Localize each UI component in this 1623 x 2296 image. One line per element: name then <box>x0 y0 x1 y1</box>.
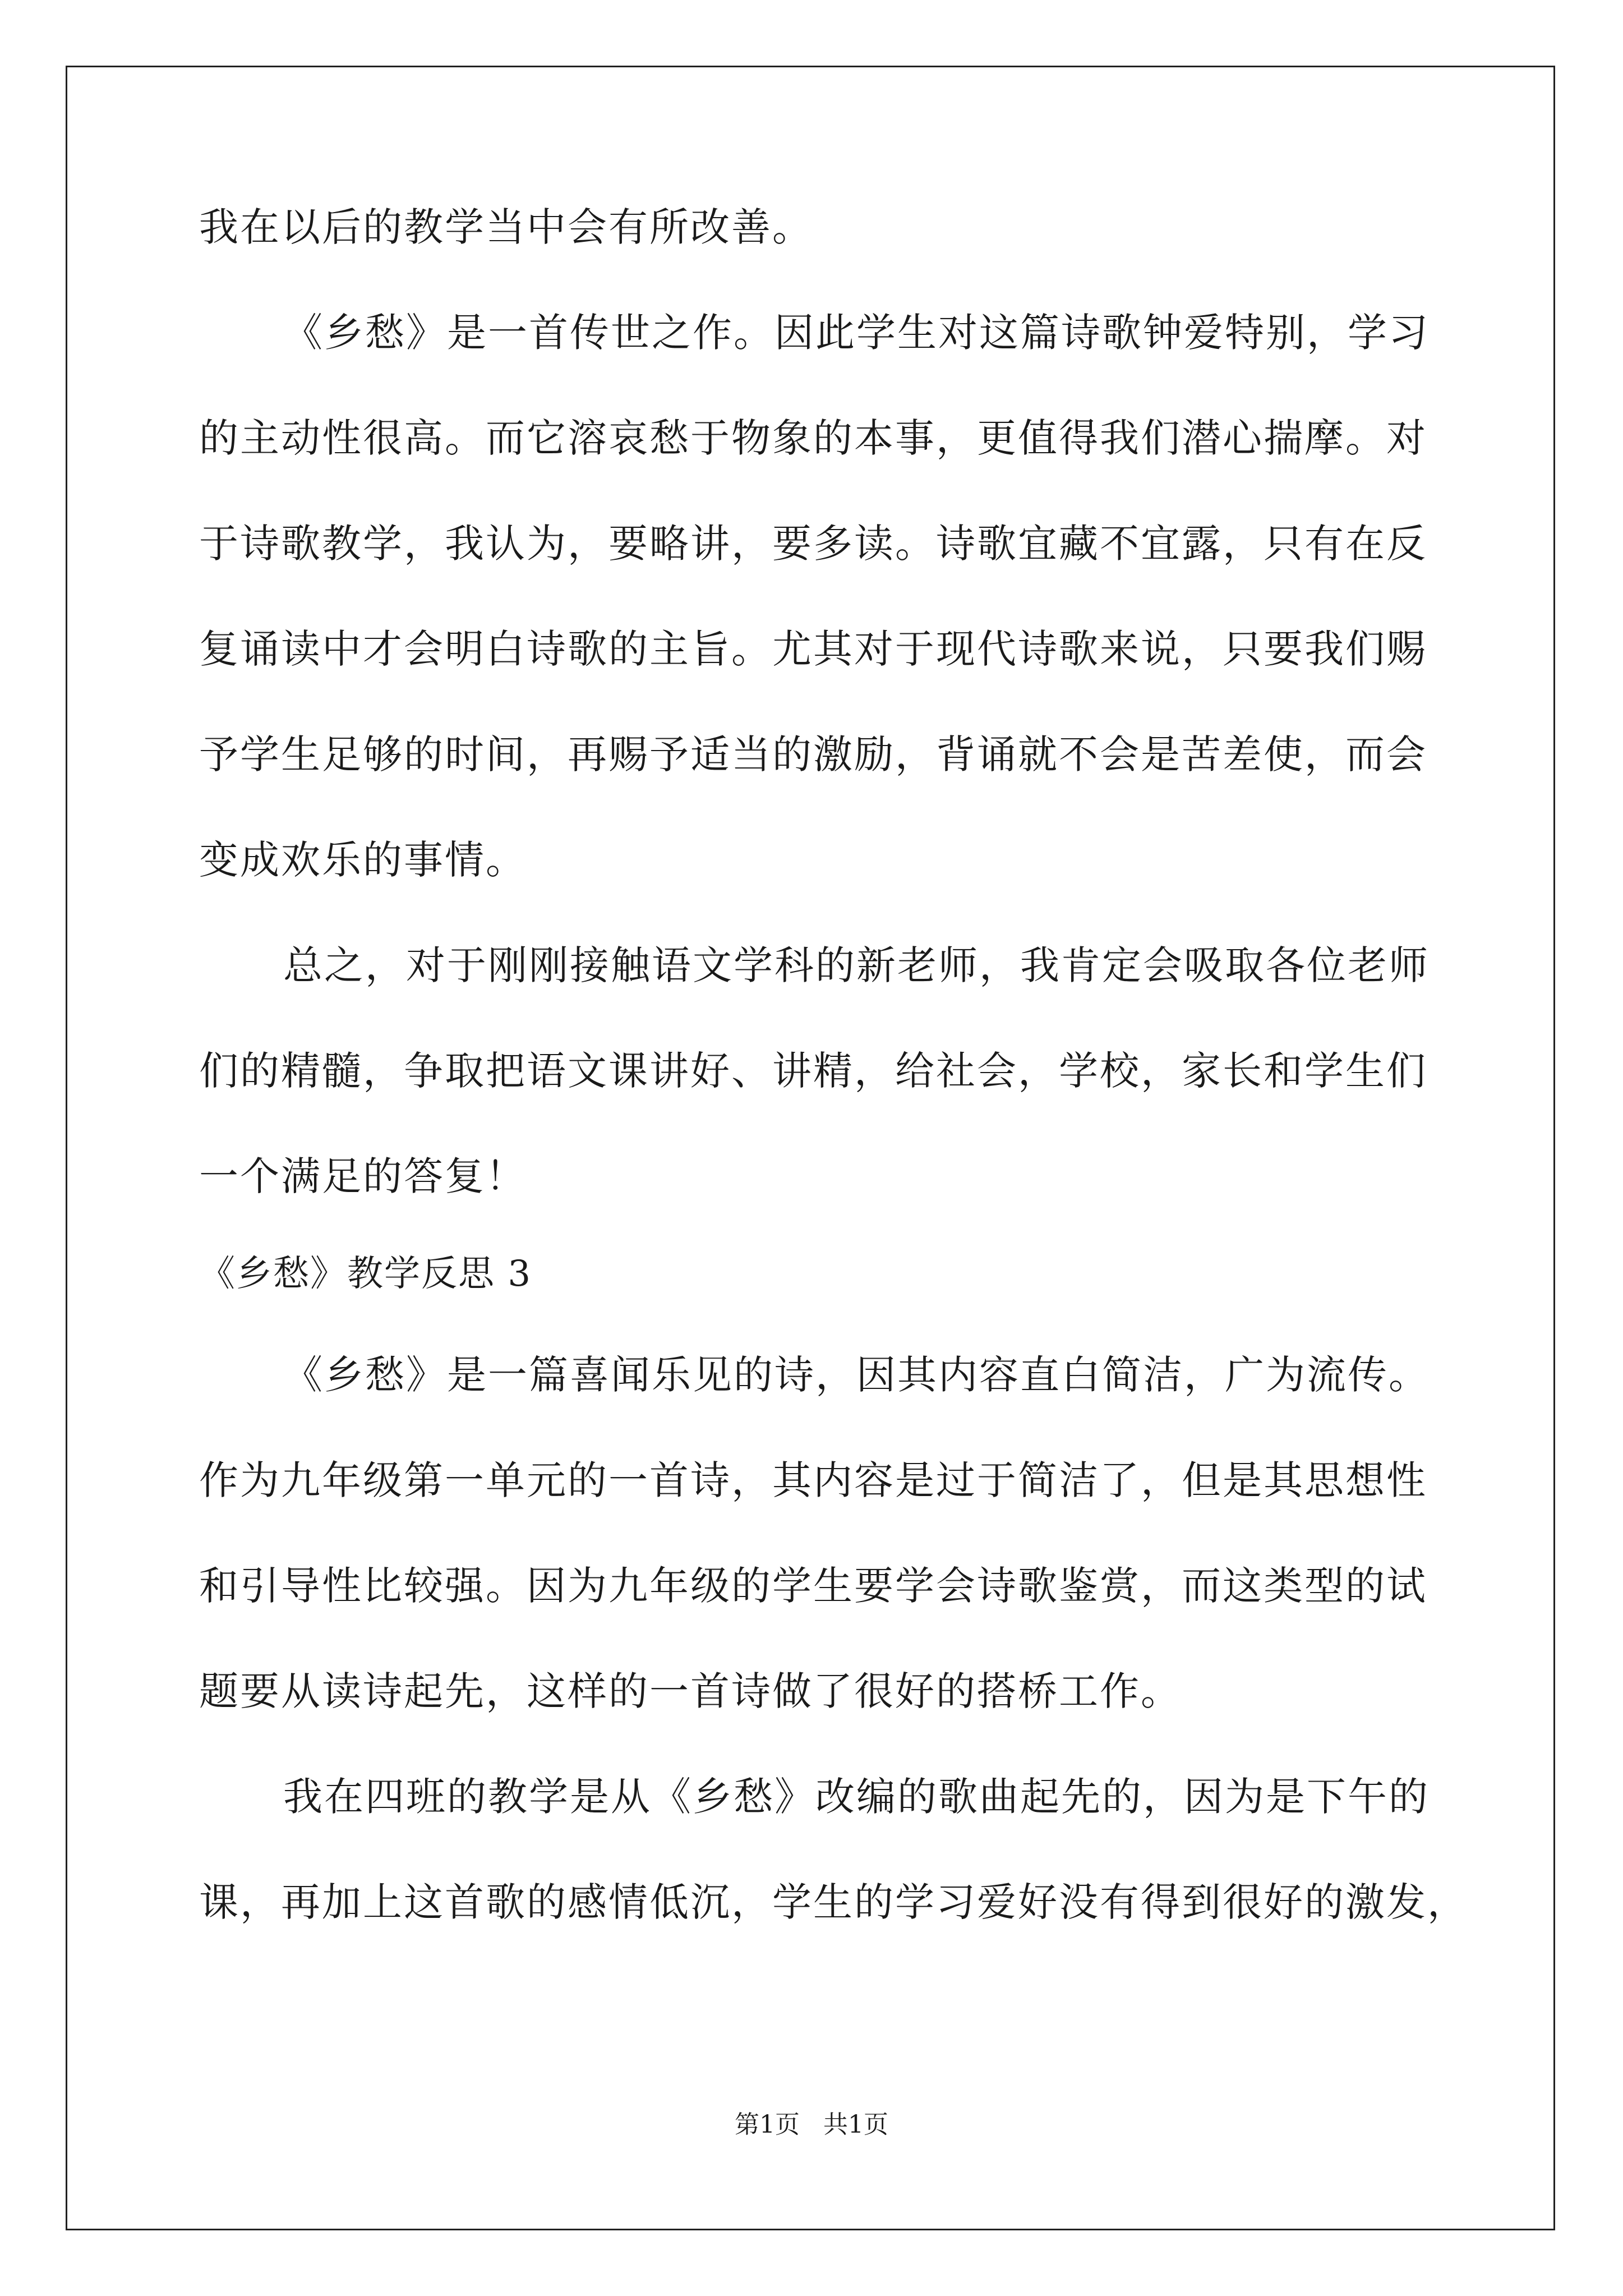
page-footer <box>0 2108 1623 2142</box>
paragraph-first-line: 总之，对于刚刚接触语文学科的新老师，我肯定会吸取各位老师 <box>283 942 1430 988</box>
text-line: 作为九年级第一单元的一首诗，其内容是过于简洁了，但是其思想性 <box>199 1457 1427 1503</box>
paragraph-first-line: 我在四班的教学是从《乡愁》改编的歌曲起先的，因为是下午的 <box>283 1774 1430 1820</box>
text-line: 题要从读诗起先，这样的一首诗做了很好的搭桥工作。 <box>199 1668 1182 1714</box>
text-line: 们的精髓，争取把语文课讲好、讲精，给社会，学校，家长和学生们 <box>199 1048 1427 1094</box>
text-line: 予学生足够的时间，再赐予适当的激励，背诵就不会是苦差使，而会 <box>199 731 1427 777</box>
text-line: 复诵读中才会明白诗歌的主旨。尤其对于现代诗歌来说，只要我们赐 <box>199 626 1427 672</box>
page-total: 共1页 <box>823 2110 888 2139</box>
text-line: 变成欢乐的事情。 <box>199 837 527 883</box>
page-number: 第1页 <box>735 2110 800 2139</box>
text-line: 于诗歌教学，我认为，要略讲，要多读。诗歌宜藏不宜露，只有在反 <box>199 521 1427 567</box>
text-line: 的主动性很高。而它溶哀愁于物象的本事，更值得我们潜心揣摩。对 <box>199 415 1427 461</box>
text-line: 我在以后的教学当中会有所改善。 <box>199 204 813 250</box>
text-line: 一个满足的答复！ <box>199 1153 527 1199</box>
section-title: 《乡愁》教学反思 3 <box>199 1253 532 1295</box>
text-line: 和引导性比较强。因为九年级的学生要学会诗歌鉴赏，而这类型的试 <box>199 1563 1427 1609</box>
paragraph-first-line: 《乡愁》是一篇喜闻乐见的诗，因其内容直白简洁，广为流传。 <box>283 1352 1430 1398</box>
text-line: 课，再加上这首歌的感情低沉，学生的学习爱好没有得到很好的激发， <box>199 1879 1468 1925</box>
paragraph-first-line: 《乡愁》是一首传世之作。因此学生对这篇诗歌钟爱特别，学习 <box>283 310 1430 356</box>
